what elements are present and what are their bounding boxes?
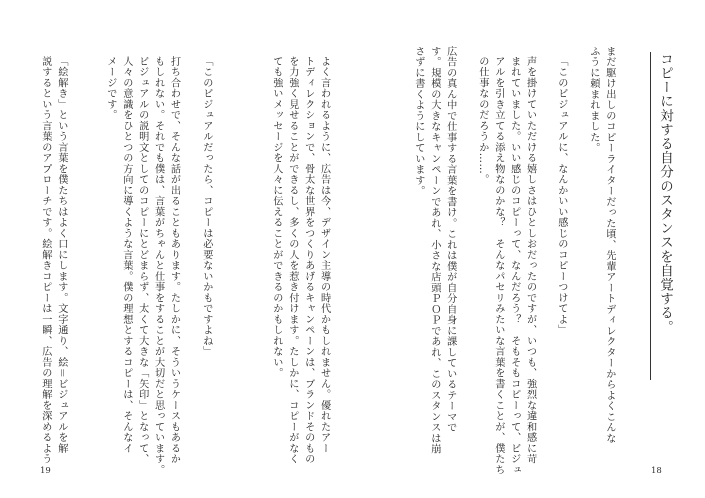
section-heading: コピーに対する自分のスタンスを自覚する。 [657,52,673,334]
paragraph-etoki: 「絵解き」という言葉を僕たちはよく口にします。文字通り、絵＝ビジュアルを解 説するという言葉のアプローチです。絵解きコピーは一瞬、広告の理解を深めるよう [39,56,67,465]
page-number-left: 19 [40,466,51,476]
paragraph-intro: まだ駆け出しのコピーライターだった頃、先輩アートディレクターからよくこんな ふうに頼まれました。 [587,46,615,444]
paragraph-quote-2: 「このビジュアルだったら、コピーは必要ないかもですよね」 [200,56,212,357]
paragraph-quote: 「このビジュアルに、なんかいい感じのコピーつけてよ」 [555,56,567,336]
paragraph-doubt: 声を掛けていただける嬉しさはひとしおだったのですが、いつも、強烈な違和感に苛 まれていました。いい感じのコピーって、なんだろう？ そもそもコピーって、ビジュ アルを引き立てる添え物なのかな？ そんなパセリみたいな言葉を書くことが、僕たち の仕事なのだろうか……。 [476,56,536,476]
paragraph-meeting: 打ち合わせで、そんな話が出ることもあります。たしかに、そういうケースもあるか もしれない。それでも僕は、言葉がちゃんと仕事をすることが大切だと思っています。 ビジュアルの説明文としてのコピーにとどまらず、太くて大きな「矢印」となって、 人々の意識をひとつの方向に導くような言葉。僕の理想とするコピーは、そんなイ メージです。 [104,56,180,476]
paragraph-design-era: よく言われるように、広告は今、デザイン主導の時代かもしれません。優れたアー トディレクションで、骨太な世界をつくりあげるキャンペーンは、ブランドそのもの を力強く見せることができるし、多くの人を惹き付けます。たしかに、コピーがなく ても強いメッセージを人々に伝えることができるのかもしれない。 [270,56,330,465]
heading-rule [650,52,651,380]
paragraph-stance: 広告の真ん中で仕事する言葉を書け。これは僕が自分自身に課しているテーマで す。規模の大きなキャンペーンであれ、小さな店頭ＰＯＰであれ、このスタンスは崩 さずに書くようにしています。 [412,46,456,455]
page-number-right: 18 [651,466,662,476]
